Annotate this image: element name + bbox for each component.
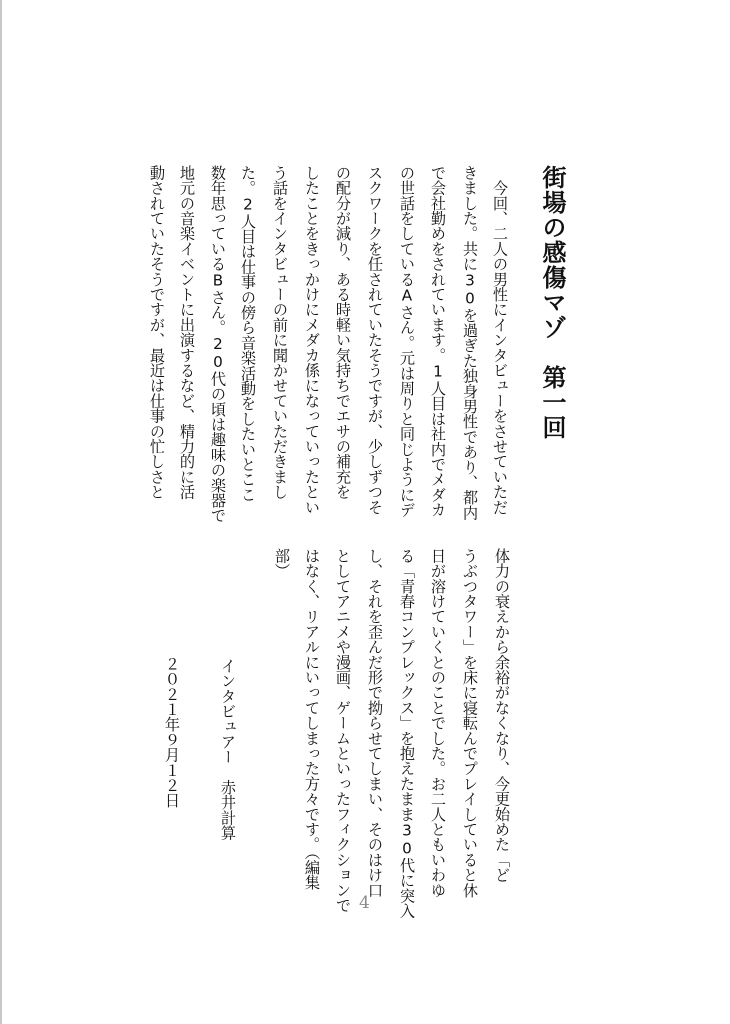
interview-date: ２０２１年９月１２日 [163, 656, 181, 808]
text-column: 動されていたそうですが、最近は仕事の忙しさと [148, 165, 166, 500]
text-column: う話をインタビューの前に聞かせていただきまし [271, 165, 289, 500]
text-column: 数年思っているBさん。20代の頃は趣味の楽器で [209, 165, 227, 523]
text-column: はなく、リアルにいってしまった方々です。（編集 [303, 548, 321, 890]
interviewer-credit: インタビュアー 赤井計算 [219, 658, 237, 841]
page-edge [0, 0, 2, 1024]
text-column: の配分が減り、ある時軽い気持ちでエサの補充を [334, 165, 352, 500]
text-column: 地元の音楽イベントに出演するなど、精力的に活 [178, 165, 196, 500]
text-column: 体力の衰えから余裕がなくなり、今更始めた「ど [493, 548, 511, 883]
text-column: る「青春コンプレックス」を抱えたまま30代に突入 [398, 548, 416, 919]
text-column: きました。共に30を過ぎた独身男性であり、都内 [461, 165, 479, 521]
article-title: 街場の感傷マゾ 第一回 [538, 165, 566, 440]
page-number: 4 [359, 893, 370, 913]
text-column: 部） [273, 548, 291, 579]
text-column: た。2人目は仕事の傍ら音楽活動をしたいとここ [239, 165, 257, 503]
text-column: うぶつタワー」を床に寝転んでプレイしていると休 [461, 548, 479, 898]
text-column: としてアニメや漫画、ゲームといったフィクションで [334, 548, 352, 913]
text-column: 今回、二人の男性にインタビューをさせていただ [491, 165, 509, 515]
text-column: の世話をしているAさん。元は周りと同じようにデ [398, 165, 416, 518]
text-column: 日が溶けていくとのことでした。お二人ともいわゆ [429, 548, 447, 898]
text-column: し、それを歪んだ形で拗らせてしまい、そのはけ口 [366, 548, 384, 898]
text-column: スクワークを任されていたそうですが、少しずつそ [366, 165, 384, 515]
text-column: したことをきっかけにメダカ係になっていったとい [303, 165, 321, 515]
text-column: で会社勤めをされています。1人目は社内でメダカ [429, 165, 447, 518]
